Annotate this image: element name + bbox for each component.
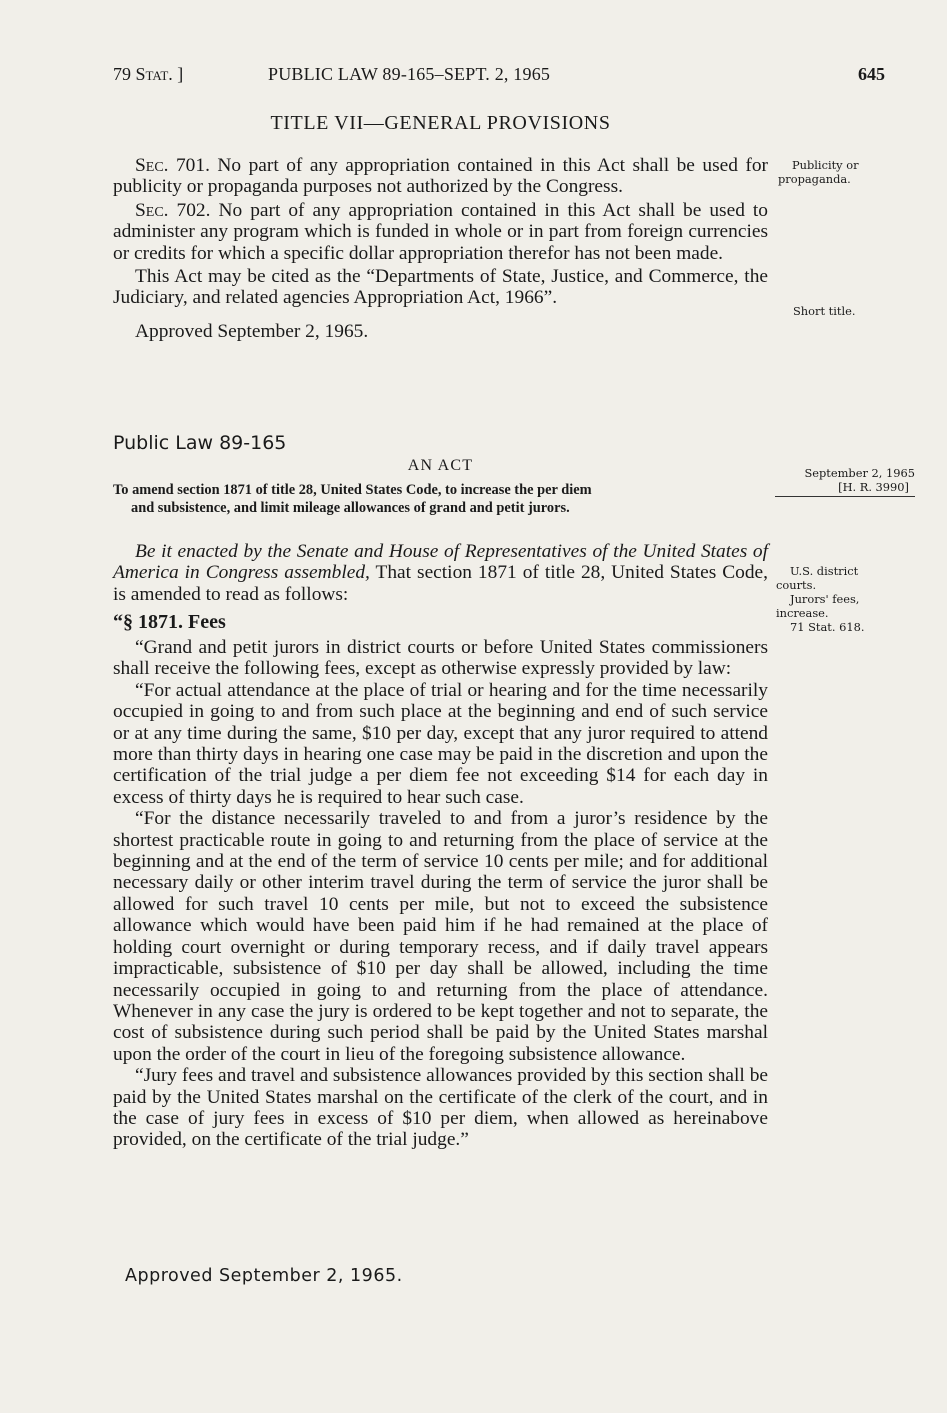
general-provisions-body (113, 155, 768, 342)
fees-paragraph: “Jury fees and travel and subsistence allowances provided by this section shall be paid by the United States marshal on the certificate of the clerk of the court, and in the case of jury fees in excess of $10 per diem, when allowed as hereinabove provided, on the certificate of the trial judge.” (113, 1065, 768, 1151)
section-1871-heading: “§ 1871. Fees (113, 611, 226, 633)
margin-divider (775, 496, 915, 497)
approved-date-1: Approved September 2, 1965. (135, 320, 369, 342)
sec-702-text: No part of any appropriation contained in this Act shall be used to administer any program which is funded in whole or in part from foreign currencies or credits for which a specific dollar appropriation therefor has not been made. (113, 199, 768, 264)
margin-note-district-courts: U.S. district courts. Jurors' fees, increase. 71 Stat. 618. (776, 564, 865, 634)
section-1871-body (113, 637, 768, 1151)
margin-note-publicity: Publicity or propaganda. (778, 158, 859, 186)
fees-paragraph: “Grand and petit jurors in district courts or before United States commissioners shall receive the following fees, except as otherwise expressly provided by law: (113, 637, 768, 680)
header-public-law: PUBLIC LAW 89-165–SEPT. 2, 1965 (268, 64, 551, 84)
bill-number: [H. R. 3990] (838, 480, 909, 494)
an-act-heading: AN ACT (407, 457, 474, 474)
sec-702-label: Sec. 702. (135, 199, 211, 221)
sec-702-paragraph (113, 200, 768, 264)
purpose-line-1: To amend section 1871 of title 28, United States Code, to increase the per diem (113, 482, 592, 498)
sec-701-paragraph (113, 155, 768, 198)
fees-paragraph: “For actual attendance at the place of trial or hearing and for the time necessarily occupied in going to and from such place at the beginning and end of such service or at any time during the same, $10 per day, except that any juror required to attend more than thirty days in hearing one case may be paid in the discretion and upon the certification of the trial judge a per diem fee not exceeding $14 for each day in excess of thirty days he is required to hear such case. (113, 679, 768, 808)
short-title-paragraph: This Act may be cited as the “Departments of State, Justice, and Commerce, the Judiciary, and related agencies Appropriation Act, 1966”. (113, 266, 768, 309)
page-number: 645 (858, 64, 885, 84)
margin-note-date (775, 466, 915, 497)
act-purpose (113, 481, 768, 517)
fees-paragraph: “For the distance necessarily traveled to and from a juror’s residence by the shortest practicable route in going to and returning from the place of service at the beginning and at the end of the term of service 10 cents per mile; and for additional necessary daily or other interim travel during the term of service the juror shall be allowed for such travel 10 cents per mile, but not to exceed the subsistence allowance which would have been paid him if he had remained at the place of holding court overnight or during temporary recess, and if daily travel appears impracticable, subsistence of $10 per day shall be allowed, including the time necessarily occupied in going to and returning from the place of attendance. Whenever in any case the jury is ordered to be kept together and not to separate, the cost of subsistence during such period shall be paid by the United States marshal upon the order of the court in lieu of the foregoing subsistence allowance. (113, 808, 768, 1065)
enacting-italic: Be it enacted by the Senate and House of Representatives of the United States of America in Congress assembled, (113, 541, 768, 584)
approved-date-2: Approved September 2, 1965. (125, 1266, 403, 1286)
approval-date-note: September 2, 1965 (804, 466, 915, 480)
sec-701-text: No part of any appropriation contained in this Act shall be used for publicity or propaganda purposes not authorized by the Congress. (113, 155, 769, 198)
margin-note-short-title: Short title. (793, 304, 856, 318)
enacting-clause (113, 541, 768, 605)
sec-701-label: Sec. 701. (135, 155, 210, 176)
title-vii-heading: TITLE VII—GENERAL PROVISIONS (270, 112, 611, 134)
public-law-label: Public Law 89-165 (113, 432, 287, 454)
purpose-line-2: and subsistence, and limit mileage allowances of grand and petit jurors. (131, 500, 570, 516)
header-statute-ref: 79 Stat. ] (113, 64, 184, 84)
enacting-rest: That section 1871 of title 28, United States Code, is amended to read as follows: (113, 562, 768, 605)
